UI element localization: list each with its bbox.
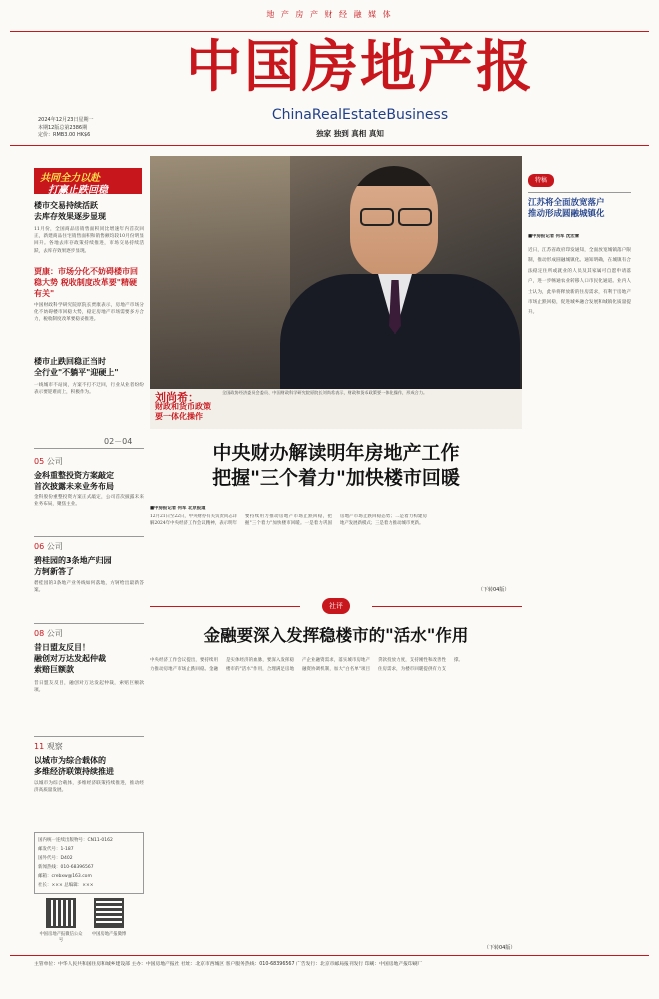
masthead-motto: 独家 独到 真相 真知 bbox=[316, 129, 384, 138]
section-11-title[interactable]: 以城市为综合载体的 多维经济联策持续推进 bbox=[34, 756, 114, 776]
section-number: 11 bbox=[34, 742, 45, 751]
divider bbox=[34, 736, 144, 737]
divider bbox=[34, 448, 144, 449]
price-line: 定价：RMB3.00 HK$6 bbox=[38, 132, 91, 138]
divider bbox=[528, 192, 631, 193]
section-05-label bbox=[34, 456, 63, 467]
photo-caption-text: 全国政协经济委员会委员、中国财政科学研究院原院长刘尚希表示，财政和货币政策要一体化操作，形成合力。 bbox=[222, 390, 428, 395]
main-headline-line-2[interactable]: 把握"三个着力"加快楼市回暖 bbox=[212, 467, 460, 489]
masthead-title: 中国房地产报 bbox=[186, 35, 534, 100]
masthead-top-rule bbox=[10, 31, 649, 32]
left-article-3-text: 一线城市不站岗，方案不打不迂回，行业从业者纷纷表示要迎难而上，积极作为。 bbox=[34, 383, 144, 396]
qr-label-weibo: 中国房地产报微博 bbox=[91, 932, 127, 937]
commentary-tag: 社评 bbox=[322, 598, 350, 614]
section-05-text: 金科股份重整投资方案正式敲定，公司首次披露未来业务布局，聚焦主业。 bbox=[34, 495, 144, 508]
left-article-3-ref: 02－04 bbox=[104, 437, 133, 446]
commentary-text: 中央经济工作会议提出，要持续用力推动房地产市场止跌回稳。金融是实体经济的血脉，要深入发挥稳楼市的"活水"作用，合理满足房地产企业融资需求，落实城市房地产融资协调机制，加大"白名单"项目贷款投放力度，支持刚性和改善性住房需求，为楼市回暖提供有力支撑。 bbox=[150, 658, 463, 673]
info-line: 国外代号：D402 bbox=[38, 856, 73, 861]
commentary-ref: （下转04版） bbox=[484, 945, 516, 951]
main-lead-ref: （下转04版） bbox=[478, 587, 510, 593]
masthead-english: ChinaRealEstateBusiness bbox=[271, 107, 449, 123]
info-line: 社长：××× 总编辑：××× bbox=[38, 883, 94, 888]
section-06-text: 碧桂园的3条地产业务线如何落地，方轲给出最新答案。 bbox=[34, 581, 144, 594]
promo-line-1: 共同全力以赴 bbox=[40, 173, 100, 184]
footer-text: 主管单位：中华人民共和国住房和城乡建设部 主办：中国房地产报社 社址：北京市西城区 客户服务热线：010-68396567 广告发行：北京市邮局报刊发行 印刷：中国房地产报印刷厂 bbox=[34, 962, 423, 967]
footer-rule bbox=[10, 955, 649, 956]
section-08-label bbox=[34, 628, 63, 639]
section-06-title[interactable]: 碧桂园的3条地产归园 方轲新答了 bbox=[34, 556, 112, 576]
divider bbox=[150, 606, 300, 607]
main-headline-line-1[interactable]: 中央财办解读明年房地产工作 bbox=[212, 442, 460, 464]
section-06-label bbox=[34, 541, 63, 552]
left-article-2-title[interactable]: 贾康：市场分化不妨碍楼市回稳大势 税收制度改革要"精硬有关" bbox=[34, 267, 138, 298]
qr-label-wechat: 中国房地产报微信公众号 bbox=[39, 932, 83, 943]
section-number: 08 bbox=[34, 629, 45, 638]
qr-code-weibo bbox=[94, 898, 124, 928]
main-byline: ■中房报记者 何军 北京报道 bbox=[150, 506, 206, 511]
info-line: 邮箱：crebxw@163.com bbox=[38, 874, 92, 879]
left-article-2-text: 中国财政科学研究院原院长贾康表示，房地产市场分化不妨碍楼市回稳大势，稳定房地产市场需要多方合力，税收制度改革要稳妥推进。 bbox=[34, 303, 144, 323]
masthead-bottom-rule bbox=[10, 145, 649, 146]
masthead-slogan: 地 产 房 产 财 经 融 媒 体 bbox=[266, 10, 393, 19]
section-name: 公司 bbox=[46, 542, 63, 551]
date-line: 2024年12月23日星期一 bbox=[38, 117, 94, 123]
feature-title[interactable]: 江苏将全面放宽落户 推动形成圆融城镇化 bbox=[528, 198, 605, 219]
section-name: 公司 bbox=[46, 457, 63, 466]
section-name: 观察 bbox=[46, 742, 63, 751]
divider bbox=[34, 623, 144, 624]
promo-line-2: 打赢止跌回稳 bbox=[48, 185, 108, 196]
info-line: 国内统一连续出版物号：CN11-0162 bbox=[38, 838, 113, 843]
photo-background bbox=[150, 156, 290, 389]
photo-caption-name: 刘尚希： bbox=[155, 391, 199, 404]
section-11-label bbox=[34, 741, 63, 752]
person-glasses bbox=[360, 208, 394, 226]
left-article-3-title[interactable]: 楼市止跌回稳正当时 全行业"不躺平"迎硬上" bbox=[34, 357, 119, 377]
section-number: 06 bbox=[34, 542, 45, 551]
divider bbox=[34, 536, 144, 537]
divider bbox=[372, 606, 522, 607]
issue-line: 本期12版总第2386期 bbox=[38, 124, 88, 131]
section-name: 公司 bbox=[46, 629, 63, 638]
photo-caption-title: 财政和货币政策 要一体化操作 bbox=[155, 402, 211, 421]
masthead-issue-info bbox=[38, 117, 93, 140]
info-line: 新闻热线：010-68396567 bbox=[38, 865, 94, 870]
commentary-headline[interactable]: 金融要深入发挥稳楼市的"活水"作用 bbox=[203, 626, 469, 645]
section-08-title[interactable]: 昔日盟友反目！ 融创对万达发起仲裁 索赔巨额款 bbox=[34, 643, 106, 674]
publication-info-box bbox=[34, 832, 144, 894]
feature-text: 近日，江苏省政府印发通知，全面放宽城镇落户限制，推动形成圆融城镇化。通知明确，在城镇有合法稳定住所或就业的人员及其家属可自愿申请落户，进一步畅通农业转移人口市民化通道。业内人士认为，此举将释放新的住房需求，有利于房地产市场止跌回稳，促进城乡融合发展和城镇化质量提升。 bbox=[528, 248, 631, 316]
portrait-photo bbox=[150, 156, 522, 389]
section-11-text: 以城市为综合载体，多维经济联策持续推进，推动经济高质量发展。 bbox=[34, 781, 144, 794]
left-article-1-title[interactable]: 楼市交易持续活跃 去库存效果逐步显现 bbox=[34, 201, 106, 221]
section-08-text: 昔日盟友反目，融创对万达发起仲裁，索赔巨额款项。 bbox=[34, 681, 144, 694]
qr-code-wechat bbox=[46, 898, 76, 928]
feature-tag: 特稿 bbox=[528, 174, 554, 187]
left-article-1-text: 11月份，全国商品房销售面积同比增速年内首次回正，新建商品住宅销售面积和销售额均较10月份明显回升。各地去库存政策持续推进，市场交易持续活跃，去库存效果逐步显现。 bbox=[34, 227, 144, 254]
promo-banner bbox=[34, 168, 142, 194]
section-number: 05 bbox=[34, 457, 45, 466]
info-line: 邮发代号：1-187 bbox=[38, 847, 74, 852]
main-lead-text: 12月21日至22日，中央财办有关负责同志详解2024年中央经济工作会议精神，表示明年要持续用力推动房地产市场止跌回稳，把握"三个着力"加快楼市回暖。一是着力巩固房地产市场止跌回稳态势；二是着力构建房地产发展新模式；三是着力推动城市更新。 bbox=[150, 514, 427, 526]
section-05-title[interactable]: 金科重整投资方案敲定 首次披露未来业务布局 bbox=[34, 471, 114, 491]
person-glasses bbox=[398, 208, 432, 226]
feature-byline: ■中房报记者 何军 沈宏蕾 bbox=[528, 234, 580, 239]
